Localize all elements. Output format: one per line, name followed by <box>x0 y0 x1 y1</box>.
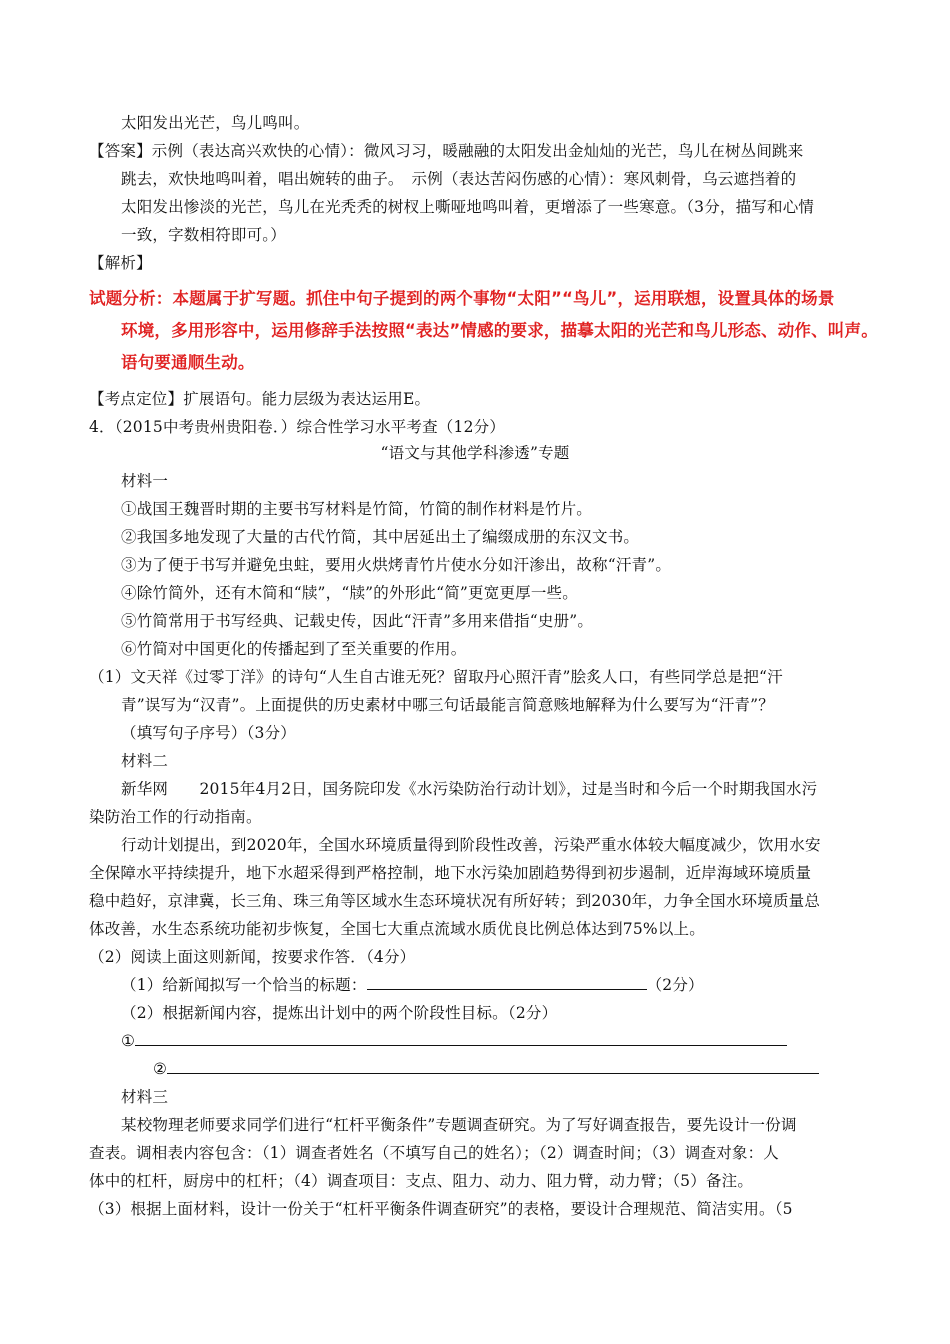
news-line-1: 新华网 2015年4月2日，国务院印发《水污染防治行动计划》，过是当时和今后一个时期我国水污 <box>121 780 818 798</box>
question-3-line: （3）根据上面材料，设计一份关于“杠杆平衡条件调查研究”的表格，要设计合理规范、简洁实用。（5 <box>89 1200 793 1218</box>
goal-1-answer-blank[interactable] <box>135 1031 787 1046</box>
question-1-line-1: （1）文天祥《过零丁洋》的诗句“人生自古谁无死？留取丹心照汗青”脍炙人口，有些同学总是把“汗 <box>89 668 783 686</box>
analysis-line-1: 试题分析：本题属于扩写题。抓住中句子提到的两个事物“太阳”“鸟儿”，运用联想，设置具体的场景 <box>89 289 835 308</box>
material-3-line-2: 查表。调相表内容包含：（1）调查者姓名（不填写自己的姓名）；（2）调查时间；（3）调查对象：人 <box>89 1144 779 1162</box>
question-2-sub-1-score: （2分） <box>646 976 704 994</box>
answer-row-2-marker: ② <box>153 1060 168 1078</box>
question-2-sub-2: （2）根据新闻内容，提炼出计划中的两个阶段性目标。（2分） <box>121 1004 558 1022</box>
news-line-6: 体改善，水生态系统功能初步恢复，全国七大重点流域水质优良比例总体达到75%以上。 <box>89 920 705 938</box>
material-3-heading: 材料三 <box>121 1088 169 1106</box>
analysis-heading: 【解析】 <box>89 254 152 272</box>
material-1-item-3: ③为了便于书写并避免虫蛀，要用火烘烤青竹片使水分如汗渗出，故称“汗青”。 <box>121 556 672 574</box>
question-2-heading: （2）阅读上面这则新闻，按要求作答．（4分） <box>89 948 416 966</box>
answer-line-3: 太阳发出惨淡的光芒，鸟儿在光秃秃的树杈上嘶哑地鸣叫着，更增添了一些寒意。（3分，描写和心情 <box>121 198 815 216</box>
goal-2-answer-blank[interactable] <box>167 1059 819 1074</box>
answer-row-1-marker: ① <box>121 1032 136 1050</box>
answer-line-4: 一致，字数相符即可。） <box>121 226 286 244</box>
material-1-item-5: ⑤竹简常用于书写经典、记载史传，因此“汗青”多用来借指“史册”。 <box>121 612 594 630</box>
answer-line-2: 跳去，欢快地鸣叫着，唱出婉转的曲子。 示例（表达苦闷伤感的心情）：寒风刺骨，乌云遮挡着的 <box>121 170 797 188</box>
answer-row-1 <box>121 1030 787 1052</box>
answer-row-2 <box>153 1058 819 1080</box>
question-1-line-2: 青”误写为“汉青”。上面提供的历史素材中哪三句话最能言简意赅地解释为什么要写为“汗青”？ <box>121 696 774 714</box>
material-2-heading: 材料二 <box>121 752 169 770</box>
question-2-sub-1 <box>121 974 704 996</box>
title-answer-blank[interactable] <box>367 975 647 990</box>
material-3-line-1: 某校物理老师要求同学们进行“杠杆平衡条件”专题调查研究。为了写好调查报告，要先设计一份调 <box>121 1116 797 1134</box>
answer-prompt-tail: 太阳发出光芒，鸟儿鸣叫。 <box>121 114 310 132</box>
question-2-sub-1-text: （1）给新闻拟写一个恰当的标题： <box>121 976 367 994</box>
question-1-line-3: （填写句子序号）（3分） <box>121 724 297 742</box>
news-line-3: 行动计划提出，到2020年，全国水环境质量得到阶段性改善，污染严重水体较大幅度减少，饮用水安 <box>121 836 821 854</box>
answer-line-1: 【答案】示例（表达高兴欢快的心情）：微风习习，暖融融的太阳发出金灿灿的光芒，鸟儿在树丛间跳来 <box>89 142 804 160</box>
material-1-item-4: ④除竹简外，还有木简和“牍”，“牍”的外形此“简”更宽更厚一些。 <box>121 584 578 602</box>
material-1-item-6: ⑥竹简对中国更化的传播起到了至关重要的作用。 <box>121 640 467 658</box>
material-1-item-2: ②我国多地发现了大量的古代竹简，其中居延出土了编缀成册的东汉文书。 <box>121 528 640 546</box>
question-4-heading: 4．（2015中考贵州贵阳卷．）综合性学习水平考查（12分） <box>89 418 506 436</box>
analysis-line-2: 环境，多用形容中，运用修辞手法按照“表达”情感的要求，描摹太阳的光芒和鸟儿形态、动作、叫声。 <box>121 321 878 340</box>
analysis-line-3: 语句要通顺生动。 <box>121 353 255 372</box>
news-line-4: 全保障水平持续提升，地下水超采得到严格控制，地下水污染加剧趋势得到初步遏制，近岸海域环境质量 <box>89 864 812 882</box>
material-1-heading: 材料一 <box>121 472 169 490</box>
topic-title: “语文与其他学科渗透”专题 <box>380 444 570 462</box>
news-line-2: 染防治工作的行动指南。 <box>89 808 262 826</box>
news-line-5: 稳中趋好，京津冀，长三角、珠三角等区域水生态环境状况有所好转；到2030年，力争全国水环境质量总 <box>89 892 821 910</box>
material-1-item-1: ①战国王魏晋时期的主要书写材料是竹简，竹简的制作材料是竹片。 <box>121 500 593 518</box>
material-3-line-3: 体中的杠杆，厨房中的杠杆；（4）调查项目：支点、阻力、动力、阻力臂，动力臂；（5）备注。 <box>89 1172 754 1190</box>
knowledge-point: 【考点定位】扩展语句。能力层级为表达运用E。 <box>89 390 431 408</box>
